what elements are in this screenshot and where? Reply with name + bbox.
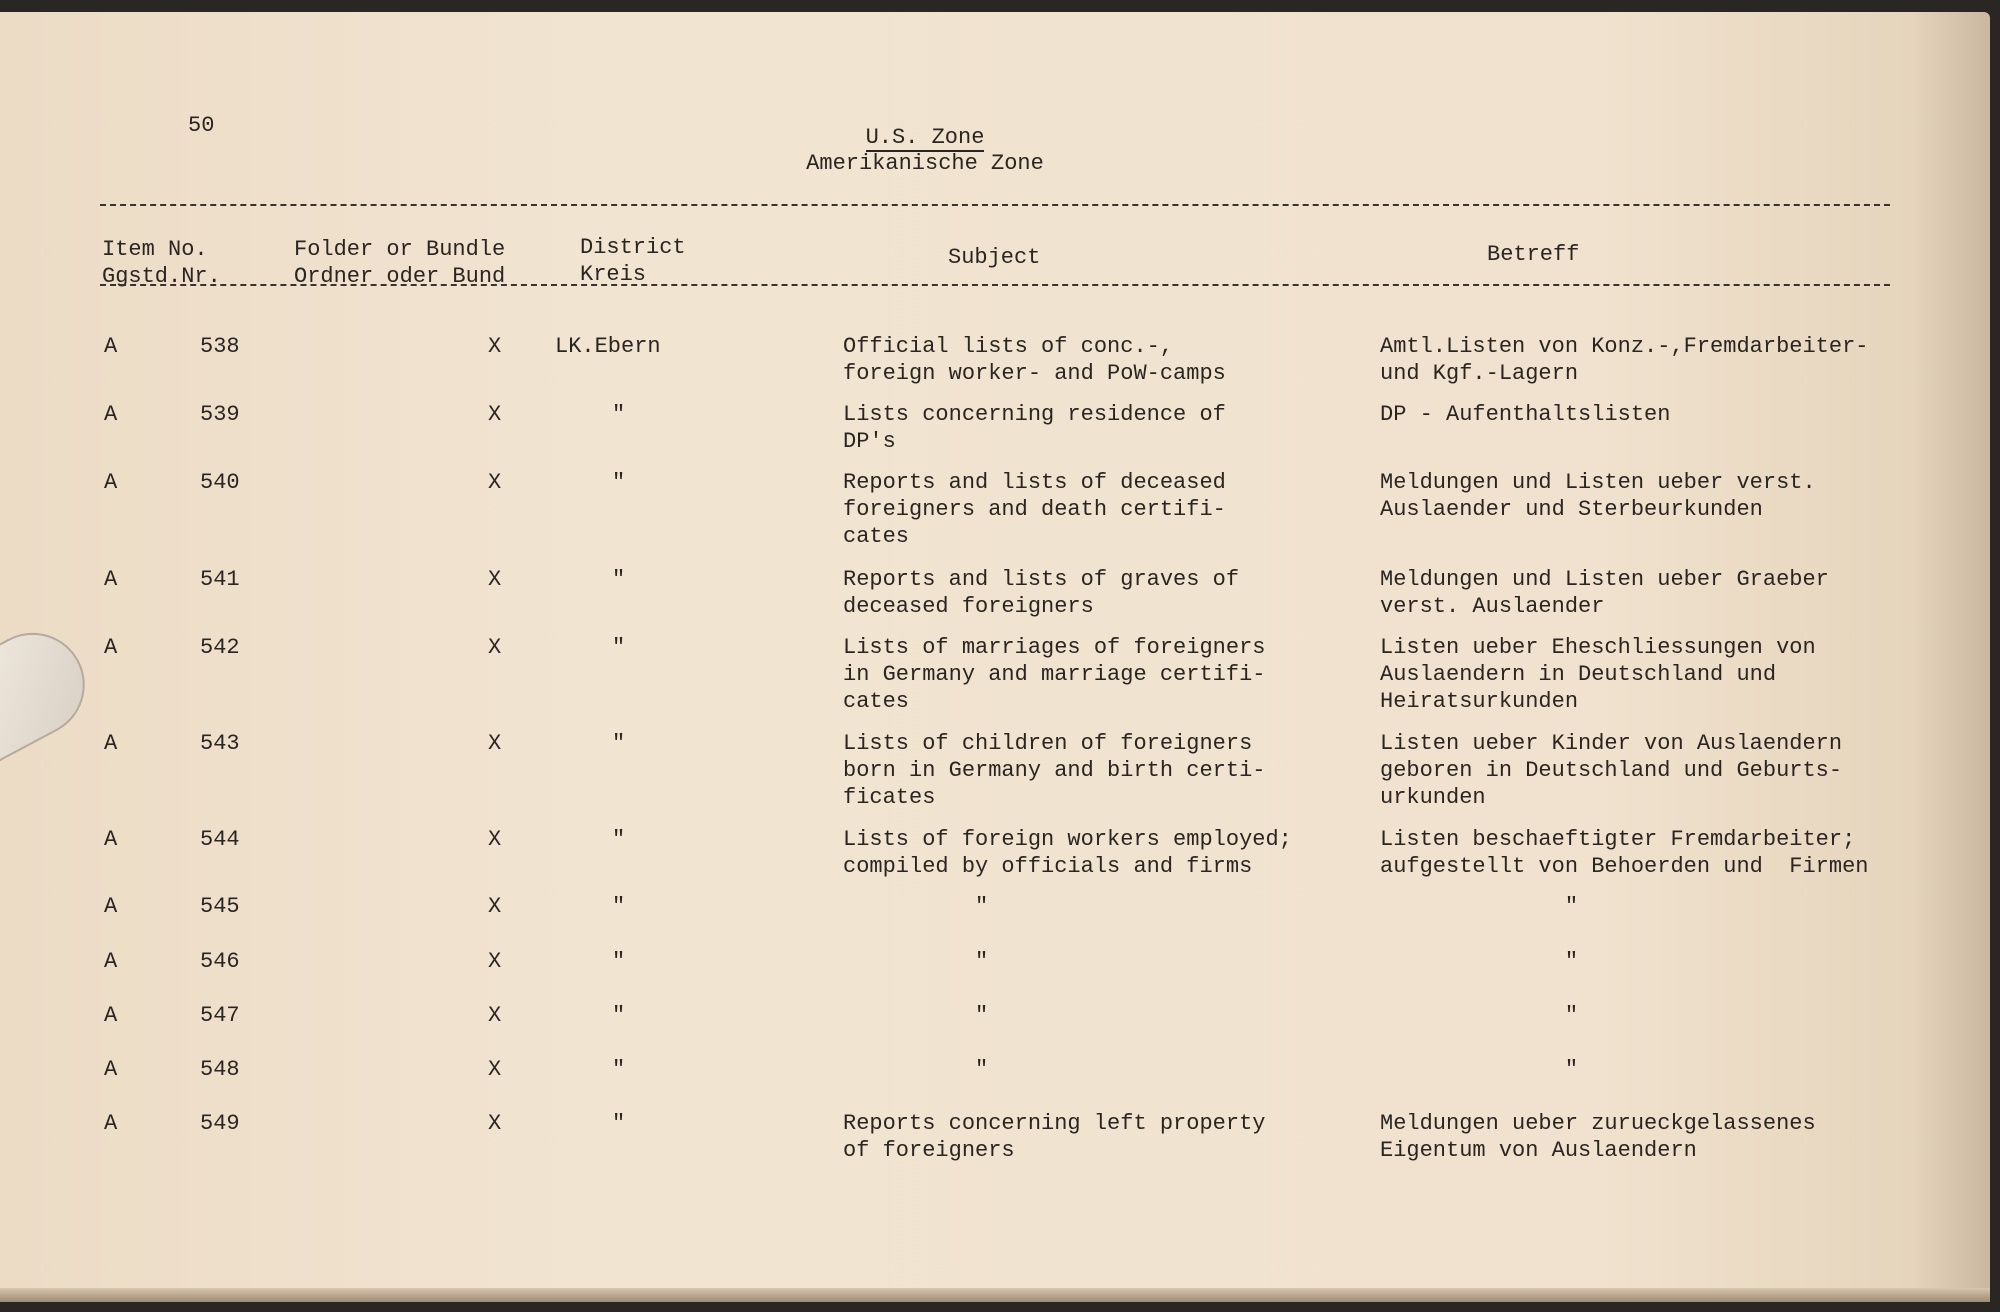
- betreff-cell: ": [1380, 1003, 1579, 1028]
- folder-mark: X: [488, 334, 502, 359]
- header-folder-de: Ordner oder Bund: [294, 264, 506, 289]
- item-cell: A: [104, 949, 118, 974]
- district-cell: ": [612, 894, 626, 919]
- page-subtitle: Amerikanische Zone: [806, 151, 1044, 176]
- subject-cell: Lists of marriages of foreigners in Germany and marriage certifi- cates: [843, 635, 1266, 714]
- title-text: U.S. Zone: [865, 125, 985, 150]
- document-page: [0, 12, 1990, 1302]
- item-number: 545: [200, 894, 240, 919]
- betreff-cell: ": [1380, 949, 1579, 974]
- item-number: 543: [200, 731, 240, 756]
- item-number: 549: [200, 1111, 240, 1136]
- folder-mark: X: [488, 567, 502, 592]
- item-number: 542: [200, 635, 240, 660]
- betreff-cell: Listen ueber Kinder von Auslaendern geboren in Deutschland und Geburts- urkunden: [1380, 731, 1843, 810]
- item-cell: A: [104, 470, 118, 495]
- betreff-cell: ": [1380, 894, 1579, 919]
- item-cell: A: [104, 731, 118, 756]
- header-subject: Subject: [948, 245, 1041, 270]
- district-cell: ": [612, 731, 626, 756]
- item-number: 546: [200, 949, 240, 974]
- item-cell: A: [104, 402, 118, 427]
- betreff-cell: Listen ueber Eheschliessungen von Auslaendern in Deutschland und Heiratsurkunden: [1380, 635, 1816, 714]
- folder-mark: X: [488, 470, 502, 495]
- page-number: 50: [188, 113, 215, 138]
- subject-cell: ": [843, 949, 989, 974]
- folder-mark: X: [488, 827, 502, 852]
- betreff-cell: Meldungen ueber zurueckgelassenes Eigentum von Auslaendern: [1380, 1111, 1816, 1163]
- folder-mark: X: [488, 402, 502, 427]
- folder-mark: X: [488, 635, 502, 660]
- subject-cell: Lists of children of foreigners born in Germany and birth certi- ficates: [843, 731, 1266, 810]
- subject-cell: Reports concerning left property of foreigners: [843, 1111, 1266, 1163]
- item-cell: A: [104, 334, 118, 359]
- item-number: 540: [200, 470, 240, 495]
- item-cell: A: [104, 1003, 118, 1028]
- folder-mark: X: [488, 731, 502, 756]
- item-cell: A: [104, 1111, 118, 1136]
- subject-cell: ": [843, 1057, 989, 1082]
- folder-mark: X: [488, 894, 502, 919]
- betreff-cell: DP - Aufenthaltslisten: [1380, 402, 1671, 427]
- betreff-cell: Meldungen und Listen ueber verst. Auslaender und Sterbeurkunden: [1380, 470, 1816, 522]
- subject-cell: Reports and lists of graves of deceased foreigners: [843, 567, 1240, 619]
- item-cell: A: [104, 894, 118, 919]
- betreff-cell: Meldungen und Listen ueber Graeber verst. Auslaender: [1380, 567, 1829, 619]
- folder-mark: X: [488, 1057, 502, 1082]
- item-cell: A: [104, 827, 118, 852]
- item-number: 544: [200, 827, 240, 852]
- district-cell: ": [612, 1057, 626, 1082]
- subject-cell: Official lists of conc.-, foreign worker- and PoW-camps: [843, 334, 1226, 386]
- item-number: 539: [200, 402, 240, 427]
- district-cell: ": [612, 635, 626, 660]
- item-number: 541: [200, 567, 240, 592]
- header-district-de: Kreis: [580, 262, 647, 287]
- district-cell: ": [612, 402, 626, 427]
- district-cell: ": [612, 567, 626, 592]
- subject-cell: ": [843, 1003, 989, 1028]
- district-cell: ": [612, 827, 626, 852]
- betreff-cell: ": [1380, 1057, 1579, 1082]
- item-cell: A: [104, 567, 118, 592]
- subject-cell: ": [843, 894, 989, 919]
- district-cell: ": [612, 949, 626, 974]
- district-cell: ": [612, 1003, 626, 1028]
- item-cell: A: [104, 635, 118, 660]
- subject-cell: Reports and lists of deceased foreigners and death certifi- cates: [843, 470, 1226, 549]
- page-edge: [0, 1288, 1990, 1302]
- header-betreff: Betreff: [1487, 242, 1580, 267]
- subject-cell: Lists concerning residence of DP's: [843, 402, 1226, 454]
- item-number: 538: [200, 334, 240, 359]
- item-number: 548: [200, 1057, 240, 1082]
- item-number: 547: [200, 1003, 240, 1028]
- header-item-de: Ggstd.Nr.: [102, 264, 221, 289]
- header-top-rule: [100, 204, 1890, 206]
- folder-mark: X: [488, 1003, 502, 1028]
- folder-mark: X: [488, 949, 502, 974]
- district-cell: ": [612, 1111, 626, 1136]
- subject-cell: Lists of foreign workers employed; compiled by officials and firms: [843, 827, 1292, 879]
- header-folder-en: Folder or Bundle: [294, 237, 506, 262]
- header-district-en: District: [580, 235, 686, 260]
- item-cell: A: [104, 1057, 118, 1082]
- betreff-cell: Listen beschaeftigter Fremdarbeiter; aufgestellt von Behoerden und Firmen: [1380, 827, 1869, 879]
- header-item-en: Item No.: [102, 237, 208, 262]
- page-title: [0, 124, 1850, 151]
- header-bottom-rule: [100, 284, 1890, 286]
- betreff-cell: Amtl.Listen von Konz.-,Fremdarbeiter- und Kgf.-Lagern: [1380, 334, 1869, 386]
- folder-mark: X: [488, 1111, 502, 1136]
- district-cell: ": [612, 470, 626, 495]
- district-cell: LK.Ebern: [555, 334, 661, 359]
